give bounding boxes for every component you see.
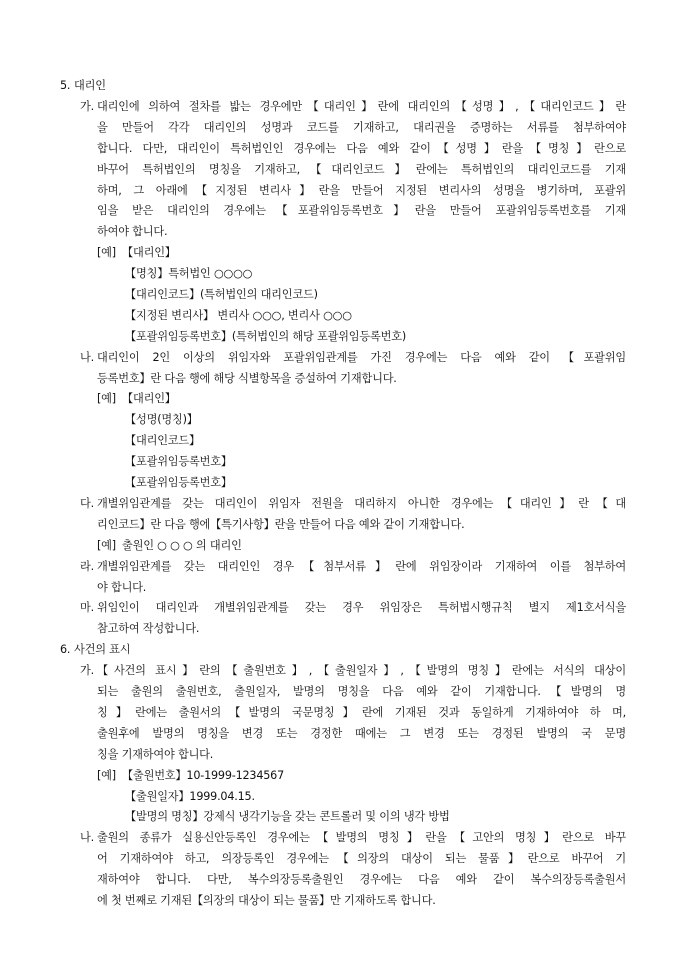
example-line: 【성명(명칭)】 [125, 413, 198, 426]
paragraph-line: 위임인이 대리인과 개별위임관계를 갖는 경우 위임장은 특허법시행규칙 별지 제1호서식을 [97, 601, 626, 614]
paragraph-line: 재하여야 합니다. 다만, 복수의장등록출원인 경우에는 다음 예와 같이 복수의장등록출원서 [97, 873, 626, 886]
item-marker: 가. [80, 664, 94, 677]
example-label: [예] [97, 246, 116, 259]
example-line: 【포괄위임등록번호】 [125, 455, 232, 468]
example-line: 【출원일자】1999.04.15. [125, 790, 255, 803]
paragraph-line: 참고하여 작성합니다. [97, 622, 200, 635]
paragraph-line: 되는 출원의 출원번호, 출원일자, 발명의 명칭을 다음 예와 같이 기재합니다.【발명의 명 [97, 685, 626, 698]
item-marker: 가. [80, 100, 94, 113]
example-label: [예] [97, 539, 116, 552]
example-line: 【대리인코드】(특허법인의 대리인코드) [125, 288, 318, 301]
item-marker: 라. [80, 560, 94, 573]
example-line: 【명칭】특허법인 ○○○○ [125, 267, 253, 280]
paragraph-line: 개별위임관계를 갖는 대리인인 경우【첨부서류】란에 위임장이라 기재하여 이를 첨부하여 [97, 560, 626, 573]
paragraph-line: 개별위임관계를 갖는 대리인이 위임자 전원을 대리하지 아니한 경우에는【대리인】란【대 [97, 497, 626, 510]
section-number: 5. [60, 79, 71, 92]
example-line: 【대리인코드】 [125, 434, 201, 447]
paragraph-line: 하며, 그 아래에【지정된 변리사】란을 만들어 지정된 변리사의 성명을 병기하며, 포괄위 [97, 184, 626, 197]
item-marker: 마. [80, 601, 94, 614]
example-line: 【발명의 명칭】강제식 냉각기능을 갖는 콘트롤러 및 이의 냉각 방법 [125, 810, 450, 823]
example-line: 【지정된 변리사】 변리사 ○○○, 변리사 ○○○ [125, 309, 352, 322]
example-label: [예] [97, 769, 116, 782]
paragraph-line: 출원후에 발명의 명칭을 변경 또는 경정한 때에는 그 변경 또는 경정된 발명의 국 문명 [97, 727, 626, 740]
example-line: 출원인 ○ ○ ○ 의 대리인 [122, 539, 242, 552]
section-number: 6. [60, 643, 71, 656]
item-marker: 나. [80, 351, 94, 364]
paragraph-line: 야 합니다. [97, 581, 147, 594]
example-line: 【포괄위임등록번호】(특허법인의 해당 포괄위임등록번호) [125, 330, 406, 343]
example-line: 【출원번호】10-1999-1234567 [122, 769, 285, 782]
example-line: 【대리인】 [122, 392, 176, 405]
paragraph-line: 임을 받은 대리인의 경우에는【포괄위임등록번호】란을 만들어 포괄위임등록번호를 기재 [97, 204, 626, 217]
paragraph-line: 등록번호】란 다음 행에 해당 식별항목을 증설하여 기재합니다. [97, 372, 397, 385]
paragraph-line: 【사건의 표시】란의【출원번호】,【출원일자】,【발명의 명칭】란에는 서식의 대상이 [97, 664, 626, 677]
example-line: 【대리인】 [122, 246, 176, 259]
paragraph-line: 대리인에 의하여 절차를 밟는 경우에만【대리인】란에 대리인의【성명】,【대리인코드】란 [97, 100, 626, 113]
paragraph-line: 합니다. 다만, 대리인이 특허법인인 경우에는 다음 예와 같이【성명】란을【명칭】란으로 [97, 142, 626, 155]
paragraph-line: 대리인이 2인 이상의 위임자와 포괄위임관계를 가진 경우에는 다음 예와 같이 【포괄위임 [97, 351, 626, 364]
paragraph-line: 어 기재하여야 하고, 의장등록인 경우에는【의장의 대상이 되는 물품】란으로 바꾸어 기 [97, 852, 626, 865]
paragraph-line: 칭】란에는 출원서의【발명의 국문명칭】란에 기재된 것과 동일하게 기재하여야 하 며, [97, 706, 626, 719]
paragraph-line: 하여야 합니다. [97, 225, 168, 238]
paragraph-line: 리인코드】란 다음 행에【특기사항】란을 만들어 다음 예와 같이 기재합니다. [97, 518, 465, 531]
paragraph-line: 에 첫 번째로 기재된【의장의 대상이 되는 물품】만 기재하도록 합니다. [97, 894, 436, 907]
paragraph-line: 칭을 기재하여야 합니다. [97, 748, 214, 761]
item-marker: 다. [80, 497, 94, 510]
section-title: 대리인 [74, 79, 106, 92]
paragraph-line: 출원의 종류가 실용신안등록인 경우에는【발명의 명칭】란을【고안의 명칭】란으로 바꾸 [97, 831, 626, 844]
item-marker: 나. [80, 831, 94, 844]
section-title: 사건의 표시 [74, 643, 131, 656]
example-line: 【포괄위임등록번호】 [125, 476, 232, 489]
paragraph-line: 바꾸어 특허법인의 명칭을 기재하고,【대리인코드】란에는 특허법인의 대리인코드를 기재 [97, 163, 626, 176]
paragraph-line: 을 만들어 각각 대리인의 성명과 코드를 기재하고, 대리권을 증명하는 서류를 첨부하여야 [97, 121, 626, 134]
example-label: [예] [97, 392, 116, 405]
